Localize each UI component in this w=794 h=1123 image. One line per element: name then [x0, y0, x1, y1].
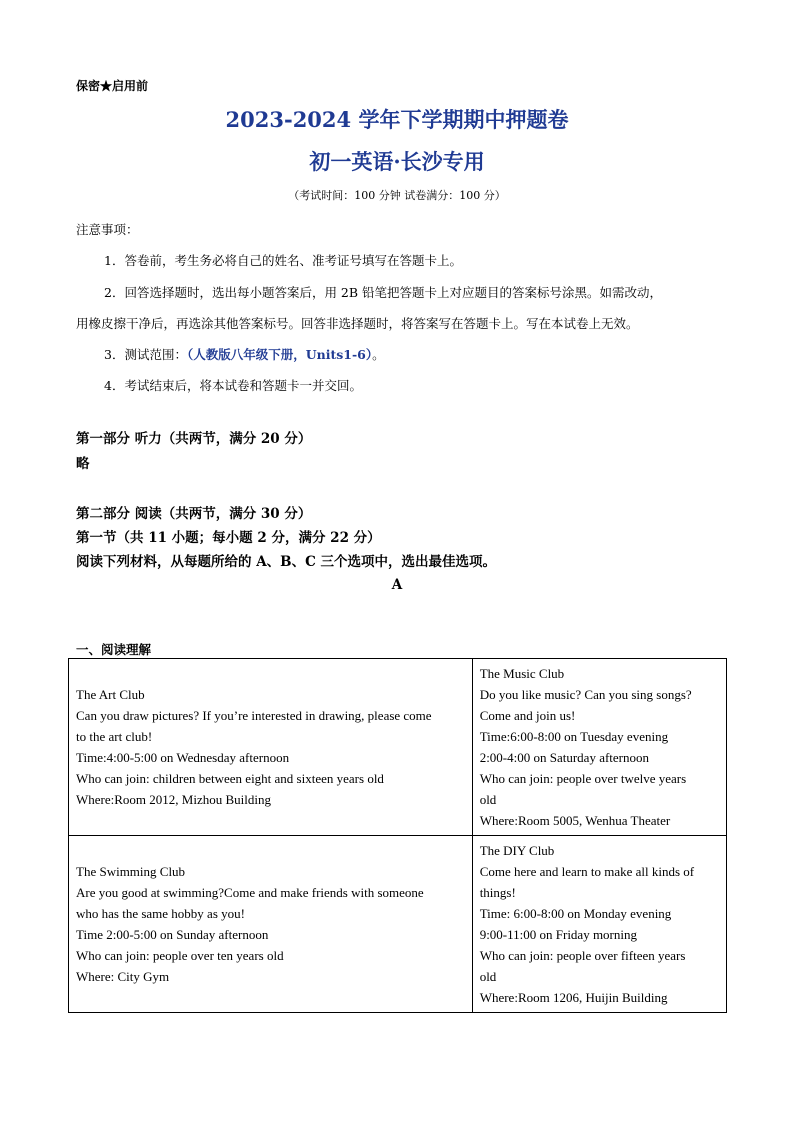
table-row	[69, 836, 727, 1013]
notice-item-3-suffix: 。	[372, 347, 385, 362]
exam-title: 2023-2024 学年下学期期中押题卷	[225, 107, 569, 132]
diy-club-where: Where:Room 1206, Huijin Building	[479, 990, 668, 1005]
table-row	[69, 659, 727, 836]
music-club-time1: Time:6:00-8:00 on Tuesday evening	[479, 729, 669, 744]
art-club-where: Where:Room 2012, Mizhou Building	[76, 792, 271, 807]
diy-club-time2: 9:00-11:00 on Friday morning	[479, 927, 638, 942]
art-club-cell	[69, 659, 473, 836]
notice-item-1: 1．答卷前，考生务必将自己的姓名、准考证号填写在答题卡上。	[104, 253, 462, 268]
passage-label: A	[391, 577, 403, 593]
art-club-name: The Art Club	[76, 687, 145, 702]
swimming-club-where: Where: City Gym	[76, 969, 170, 984]
diy-club-who1: Who can join: people over fifteen years	[479, 948, 686, 963]
music-club-cell	[472, 659, 726, 836]
art-club-desc2: to the art club!	[76, 729, 153, 744]
test-scope: （人教版八年级下册，Units1-6）	[186, 347, 373, 362]
art-club-who: Who can join: children between eight and sixteen years old	[76, 771, 384, 786]
art-club-desc1: Can you draw pictures? If you’re interested in drawing, please come	[76, 708, 432, 723]
confidential-label: 保密★启用前	[76, 79, 149, 93]
clubs-table	[68, 658, 727, 1013]
swimming-club-desc1: Are you good at swimming?Come and make friends with someone	[76, 885, 424, 900]
diy-club-who2: old	[479, 969, 497, 984]
diy-club-time1: Time: 6:00-8:00 on Monday evening	[479, 906, 672, 921]
swimming-club-cell	[69, 836, 473, 1013]
notice-item-2-line2: 用橡皮擦干净后，再选涂其他答案标号。回答非选择题时，将答案写在答题卡上。写在本试卷上无效。	[76, 316, 639, 331]
part1-heading: 第一部分 听力（共两节，满分 20 分）	[76, 431, 312, 447]
music-club-who2: old	[479, 792, 497, 807]
art-club-time: Time:4:00-5:00 on Wednesday afternoon	[76, 750, 290, 765]
diy-club-desc1: Come here and learn to make all kinds of	[479, 864, 695, 879]
reading-section-label: 一、阅读理解	[76, 642, 152, 657]
part2-heading: 第二部分 阅读（共两节，满分 30 分）	[76, 506, 312, 522]
part2-instruction: 阅读下列材料，从每题所给的 A、B、C 三个选项中，选出最佳选项。	[76, 554, 497, 570]
music-club-desc2: Come and join us!	[479, 708, 576, 723]
diy-club-desc2: things!	[479, 885, 516, 900]
music-club-where: Where:Room 5005, Wenhua Theater	[479, 813, 671, 828]
diy-club-name: The DIY Club	[479, 843, 555, 858]
swimming-club-name: The Swimming Club	[76, 864, 186, 879]
notice-item-3	[104, 345, 385, 363]
swimming-club-time: Time 2:00-5:00 on Sunday afternoon	[76, 927, 269, 942]
part2-section1: 第一节（共 11 小题；每小题 2 分，满分 22 分）	[76, 530, 381, 546]
exam-info: （考试时间：100 分钟 试卷满分：100 分）	[288, 189, 506, 202]
swimming-club-who: Who can join: people over ten years old	[76, 948, 284, 963]
part1-note: 略	[76, 456, 90, 472]
music-club-time2: 2:00-4:00 on Saturday afternoon	[479, 750, 650, 765]
music-club-name: The Music Club	[479, 666, 565, 681]
music-club-desc1: Do you like music? Can you sing songs?	[479, 687, 692, 702]
swimming-club-desc2: who has the same hobby as you!	[76, 906, 245, 921]
exam-subtitle: 初一英语·长沙专用	[309, 149, 485, 174]
notice-item-2-line1: 2．回答选择题时，选出每小题答案后，用 2B 铅笔把答题卡上对应题目的答案标号涂黑。如需改动，	[104, 285, 663, 300]
notice-item-3-prefix: 3．测试范围：	[104, 347, 187, 362]
diy-club-cell	[472, 836, 726, 1013]
notice-item-4: 4．考试结束后，将本试卷和答题卡一并交回。	[104, 378, 362, 393]
music-club-who1: Who can join: people over twelve years	[479, 771, 687, 786]
notice-heading: 注意事项：	[76, 222, 139, 237]
